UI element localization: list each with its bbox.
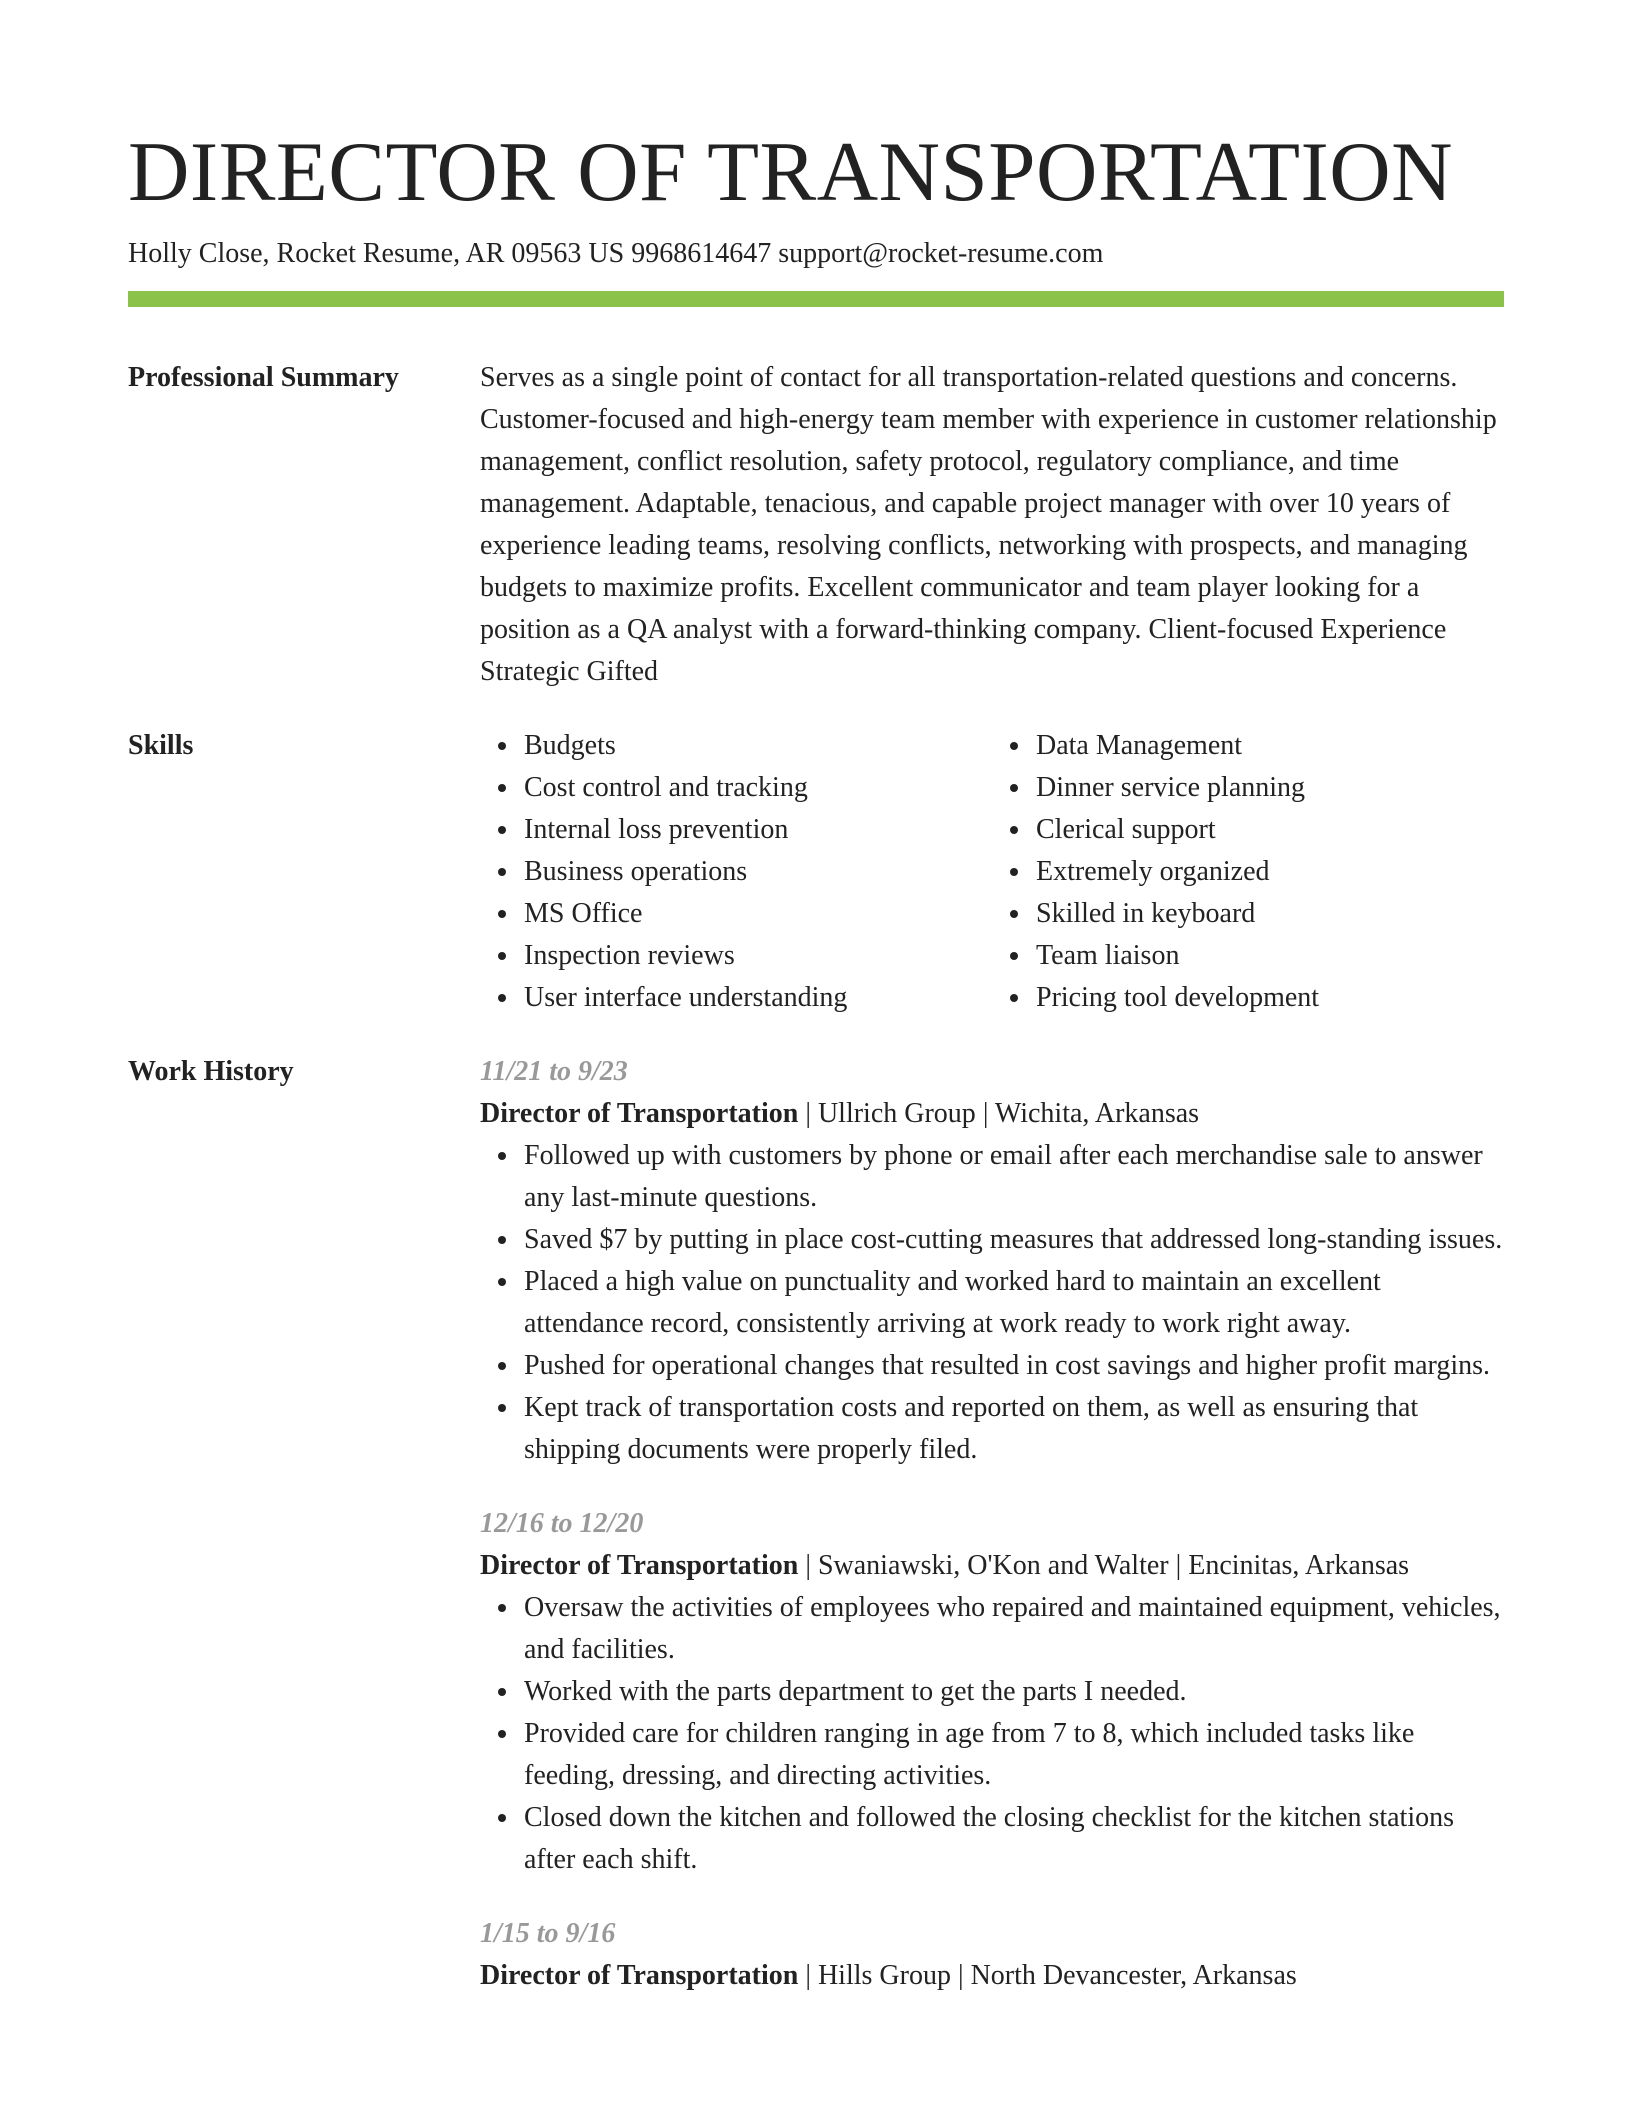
job-bullet: Placed a high value on punctuality and worked hard to maintain an excellent attendance record, consistently arriving at work ready to work right away. <box>524 1261 1504 1345</box>
contact-line: Holly Close, Rocket Resume, AR 09563 US 9968614647 support@rocket-resume.com <box>128 238 1104 269</box>
skills-section <box>128 725 1504 1019</box>
skill-item: Dinner service planning <box>1036 767 1504 809</box>
job-separator: | <box>798 1550 818 1581</box>
job-company: Hills Group <box>817 1960 951 1991</box>
skill-item: Internal loss prevention <box>524 809 992 851</box>
job-entry <box>480 1913 1504 1997</box>
job-dates: 12/16 to 12/20 <box>480 1508 644 1539</box>
job-dates: 1/15 to 9/16 <box>480 1918 616 1949</box>
resume-name-heading: DIRECTOR OF TRANSPORTATION <box>128 125 1454 219</box>
skill-item: Extremely organized <box>1036 851 1504 893</box>
skill-item: User interface understanding <box>524 977 992 1019</box>
skills-label: Skills <box>128 730 194 761</box>
skill-item: Team liaison <box>1036 935 1504 977</box>
skill-item: Data Management <box>1036 725 1504 767</box>
job-bullet: Saved $7 by putting in place cost-cutting measures that addressed long-standing issues. <box>524 1219 1504 1261</box>
skill-item: Budgets <box>524 725 992 767</box>
summary-text: Serves as a single point of contact for all transportation-related questions and concerns. Customer-focused and high-energy team member with experience in customer relationship management, conflict resolution, safety protocol, regulatory compliance, and time management. Adaptable, tenacious, and capable project manager with over 10 years of experience leading teams, resolving conflicts, networking with prospects, and managing budgets to maximize profits. Excellent communicator and team player looking for a position as a QA analyst with a forward-thinking company. Client-focused Experience Strategic Gifted <box>480 362 1497 687</box>
skill-item: Inspection reviews <box>524 935 992 977</box>
job-bullet: Worked with the parts department to get the parts I needed. <box>524 1671 1504 1713</box>
job-title: Director of Transportation <box>480 1960 799 1991</box>
skills-list-right <box>992 725 1504 1019</box>
job-heading-line <box>480 1545 1504 1587</box>
job-heading-line <box>480 1955 1504 1997</box>
job-separator: | <box>798 1960 818 1991</box>
job-company: Swaniawski, O'Kon and Walter <box>817 1550 1169 1581</box>
skills-list-left <box>480 725 992 1019</box>
job-company: Ullrich Group <box>817 1098 976 1129</box>
job-bullet-list <box>480 1135 1504 1471</box>
job-bullet: Closed down the kitchen and followed the closing checklist for the kitchen stations after each shift. <box>524 1797 1504 1881</box>
job-separator: | <box>798 1098 818 1129</box>
job-separator: | <box>975 1098 995 1129</box>
summary-section <box>128 357 1504 693</box>
skill-item: Business operations <box>524 851 992 893</box>
skill-item: MS Office <box>524 893 992 935</box>
job-location: Encinitas, Arkansas <box>1188 1550 1410 1581</box>
skill-item: Skilled in keyboard <box>1036 893 1504 935</box>
job-bullet: Followed up with customers by phone or email after each merchandise sale to answer any last-minute questions. <box>524 1135 1504 1219</box>
job-bullet: Provided care for children ranging in age from 7 to 8, which included tasks like feeding, dressing, and directing activities. <box>524 1713 1504 1797</box>
job-title: Director of Transportation <box>480 1098 799 1129</box>
work-history-body <box>480 1051 1504 2029</box>
job-entry <box>480 1503 1504 1881</box>
skill-item: Clerical support <box>1036 809 1504 851</box>
job-bullet: Kept track of transportation costs and reported on them, as well as ensuring that shipping documents were properly filed. <box>524 1387 1504 1471</box>
work-history-label: Work History <box>128 1056 294 1087</box>
job-entry <box>480 1051 1504 1471</box>
job-title: Director of Transportation <box>480 1550 799 1581</box>
resume-page <box>128 0 1504 2029</box>
job-separator: | <box>1168 1550 1189 1581</box>
job-bullet: Pushed for operational changes that resulted in cost savings and higher profit margins. <box>524 1345 1504 1387</box>
skill-item: Cost control and tracking <box>524 767 992 809</box>
job-dates: 11/21 to 9/23 <box>480 1056 628 1087</box>
job-location: Wichita, Arkansas <box>994 1098 1200 1129</box>
work-history-section <box>128 1051 1504 2029</box>
job-location: North Devancester, Arkansas <box>970 1960 1297 1991</box>
job-bullet-list <box>480 1587 1504 1881</box>
job-heading-line <box>480 1093 1504 1135</box>
summary-body <box>480 357 1504 693</box>
skills-body <box>480 725 1504 1019</box>
job-bullet: Oversaw the activities of employees who repaired and maintained equipment, vehicles, and facilities. <box>524 1587 1504 1671</box>
summary-label: Professional Summary <box>128 362 399 393</box>
skill-item: Pricing tool development <box>1036 977 1504 1019</box>
accent-divider <box>128 291 1504 307</box>
job-separator: | <box>950 1960 971 1991</box>
